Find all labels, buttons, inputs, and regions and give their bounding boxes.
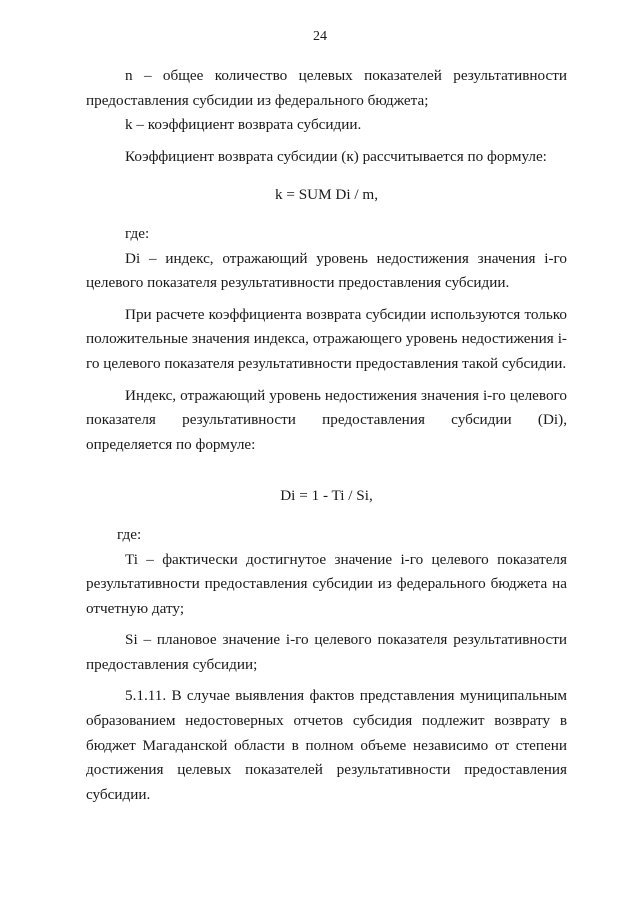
where-label-2: где:	[117, 525, 142, 543]
page-number: 24	[313, 29, 327, 44]
document-body	[86, 64, 567, 807]
paragraph-5-1-11: 5.1.11. В случае выявления фактов представления муниципальным образованием недостоверных отчетов субсидия подлежит возврату в бюджет Магаданской области в полном объеме независимо от степени достижения целевых показателей результативности предоставления субсидии.	[86, 687, 567, 803]
paragraph-k-definition: k – коэффициент возврата субсидии.	[125, 116, 362, 134]
formula-di: Di = 1 - Ti / Si,	[280, 487, 373, 505]
paragraph-di-formula-intro: Индекс, отражающий уровень недостижения значения i-го целевого показателя результативности предоставления субсидии (Di), определяется по формуле:	[86, 386, 567, 453]
paragraph-si-definition: Si – плановое значение i-го целевого показателя результативности предоставления субсидии;	[86, 631, 567, 673]
paragraph-n-definition: n – общее количество целевых показателей результативности предоставления субсидии из федерального бюджета;	[86, 67, 567, 109]
formula-k: k = SUM Di / m,	[274, 186, 379, 204]
paragraph-di-definition: Di – индекс, отражающий уровень недостижения значения i-го целевого показателя результативности предоставления субсидии.	[86, 249, 567, 292]
paragraph-k-formula-intro: Коэффициент возврата субсидии (к) рассчитывается по формуле:	[125, 147, 547, 165]
where-label-1: где:	[125, 224, 150, 242]
paragraph-positive-values: При расчете коэффициента возврата субсидии используются только положительные значения индекса, отражающего уровень недостижения i-го целевого показателя результативности предоставления такой субсидии.	[86, 305, 567, 372]
paragraph-ti-definition: Ti – фактически достигнутое значение i-го целевого показателя результативности предоставления субсидии из федерального бюджета на отчетную дату;	[86, 550, 567, 617]
